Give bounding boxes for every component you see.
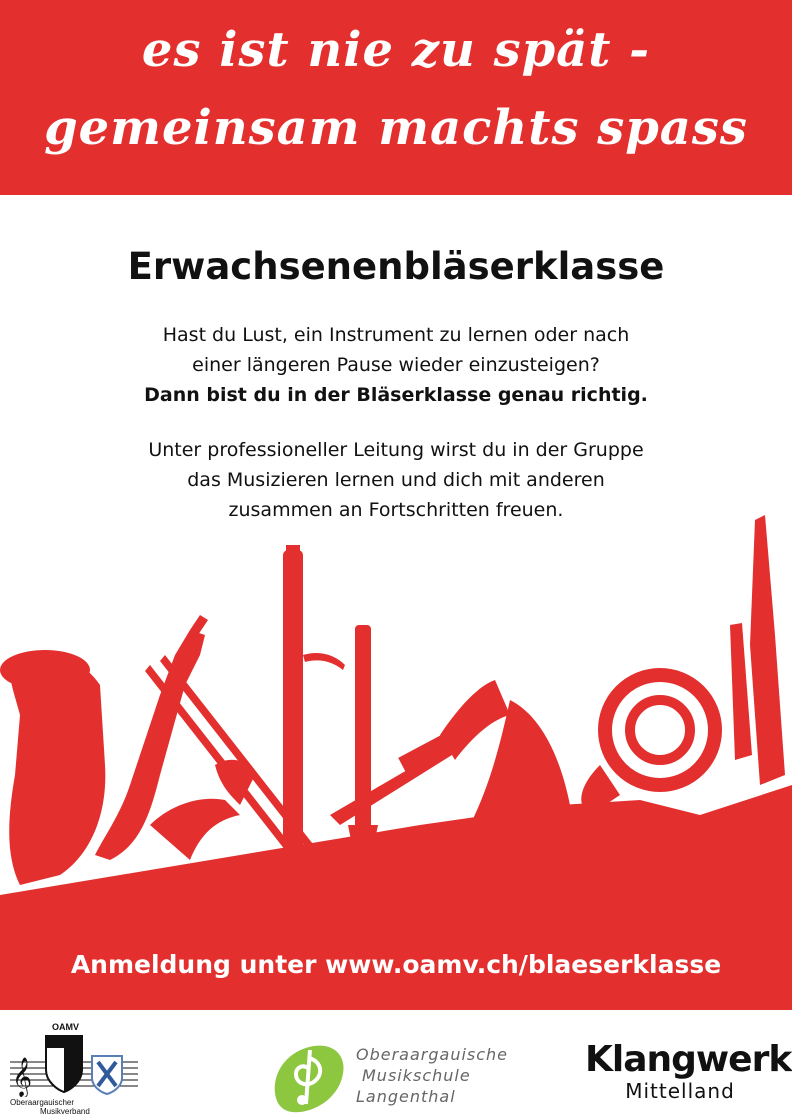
details-line-1: Unter professioneller Leitung wirst du in der Gruppe xyxy=(148,439,644,461)
horn-coil-outer xyxy=(605,675,715,785)
intro-paragraph xyxy=(0,320,792,410)
klangwerk-region: Mittelland xyxy=(625,1079,735,1103)
intro-line-3: Dann bist du in der Bläserklasse genau richtig. xyxy=(144,384,648,406)
instruments-silhouette xyxy=(0,515,792,1010)
music-school-logo xyxy=(268,1038,528,1118)
tall-clarinet xyxy=(750,515,785,785)
bassoon-body xyxy=(283,550,303,850)
oamv-name-line-1: Oberaargauischer xyxy=(10,1098,75,1107)
oamv-abbr: OAMV xyxy=(52,1022,79,1032)
tuba-bell xyxy=(0,650,90,690)
oamv-name xyxy=(10,1098,150,1116)
details-paragraph xyxy=(0,435,792,525)
slogan-line-1: es ist nie zu spät - xyxy=(141,22,651,78)
instruments-group xyxy=(0,515,792,1010)
horn-coil-inner xyxy=(630,700,690,760)
trombone-bell xyxy=(150,799,240,860)
music-school-line-3: Langenthal xyxy=(356,1087,456,1106)
top-banner xyxy=(0,0,792,195)
page-title: Erwachsenenbläserklasse xyxy=(127,245,665,288)
details-line-2: das Musizieren lernen und dich mit anderen xyxy=(187,469,605,491)
klangwerk-logo xyxy=(585,1039,792,1119)
treble-clef-icon: 𝄞 xyxy=(12,1057,33,1097)
slogan-line-2: gemeinsam machts spass xyxy=(44,100,748,156)
bassoon-top xyxy=(286,545,300,555)
music-school-line-2: Musikschule xyxy=(362,1066,471,1085)
intro-line-2: einer längeren Pause wieder einzusteigen? xyxy=(192,354,600,376)
music-school-leaf-icon xyxy=(268,1038,348,1118)
oamv-logo xyxy=(10,1022,150,1117)
details-line-3: zusammen an Fortschritten freuen. xyxy=(228,499,564,521)
footer xyxy=(0,1010,792,1119)
registration-cta: Anmeldung unter www.oamv.ch/blaeserklasse xyxy=(70,950,722,979)
tuba-pipe xyxy=(25,765,95,773)
klangwerk-name: Klangwerk xyxy=(585,1039,792,1080)
music-school-name xyxy=(356,1044,508,1107)
tuba-valves xyxy=(30,740,90,752)
intro-line-1: Hast du Lust, ein Instrument zu lernen oder nach xyxy=(162,324,630,346)
bassoon-bocal xyxy=(303,653,345,670)
oamv-name-line-2: Musikverband xyxy=(40,1107,90,1116)
small-clarinet xyxy=(730,623,752,760)
music-school-line-1: Oberaargauische xyxy=(356,1045,509,1064)
oamv-emblem xyxy=(10,1022,150,1097)
